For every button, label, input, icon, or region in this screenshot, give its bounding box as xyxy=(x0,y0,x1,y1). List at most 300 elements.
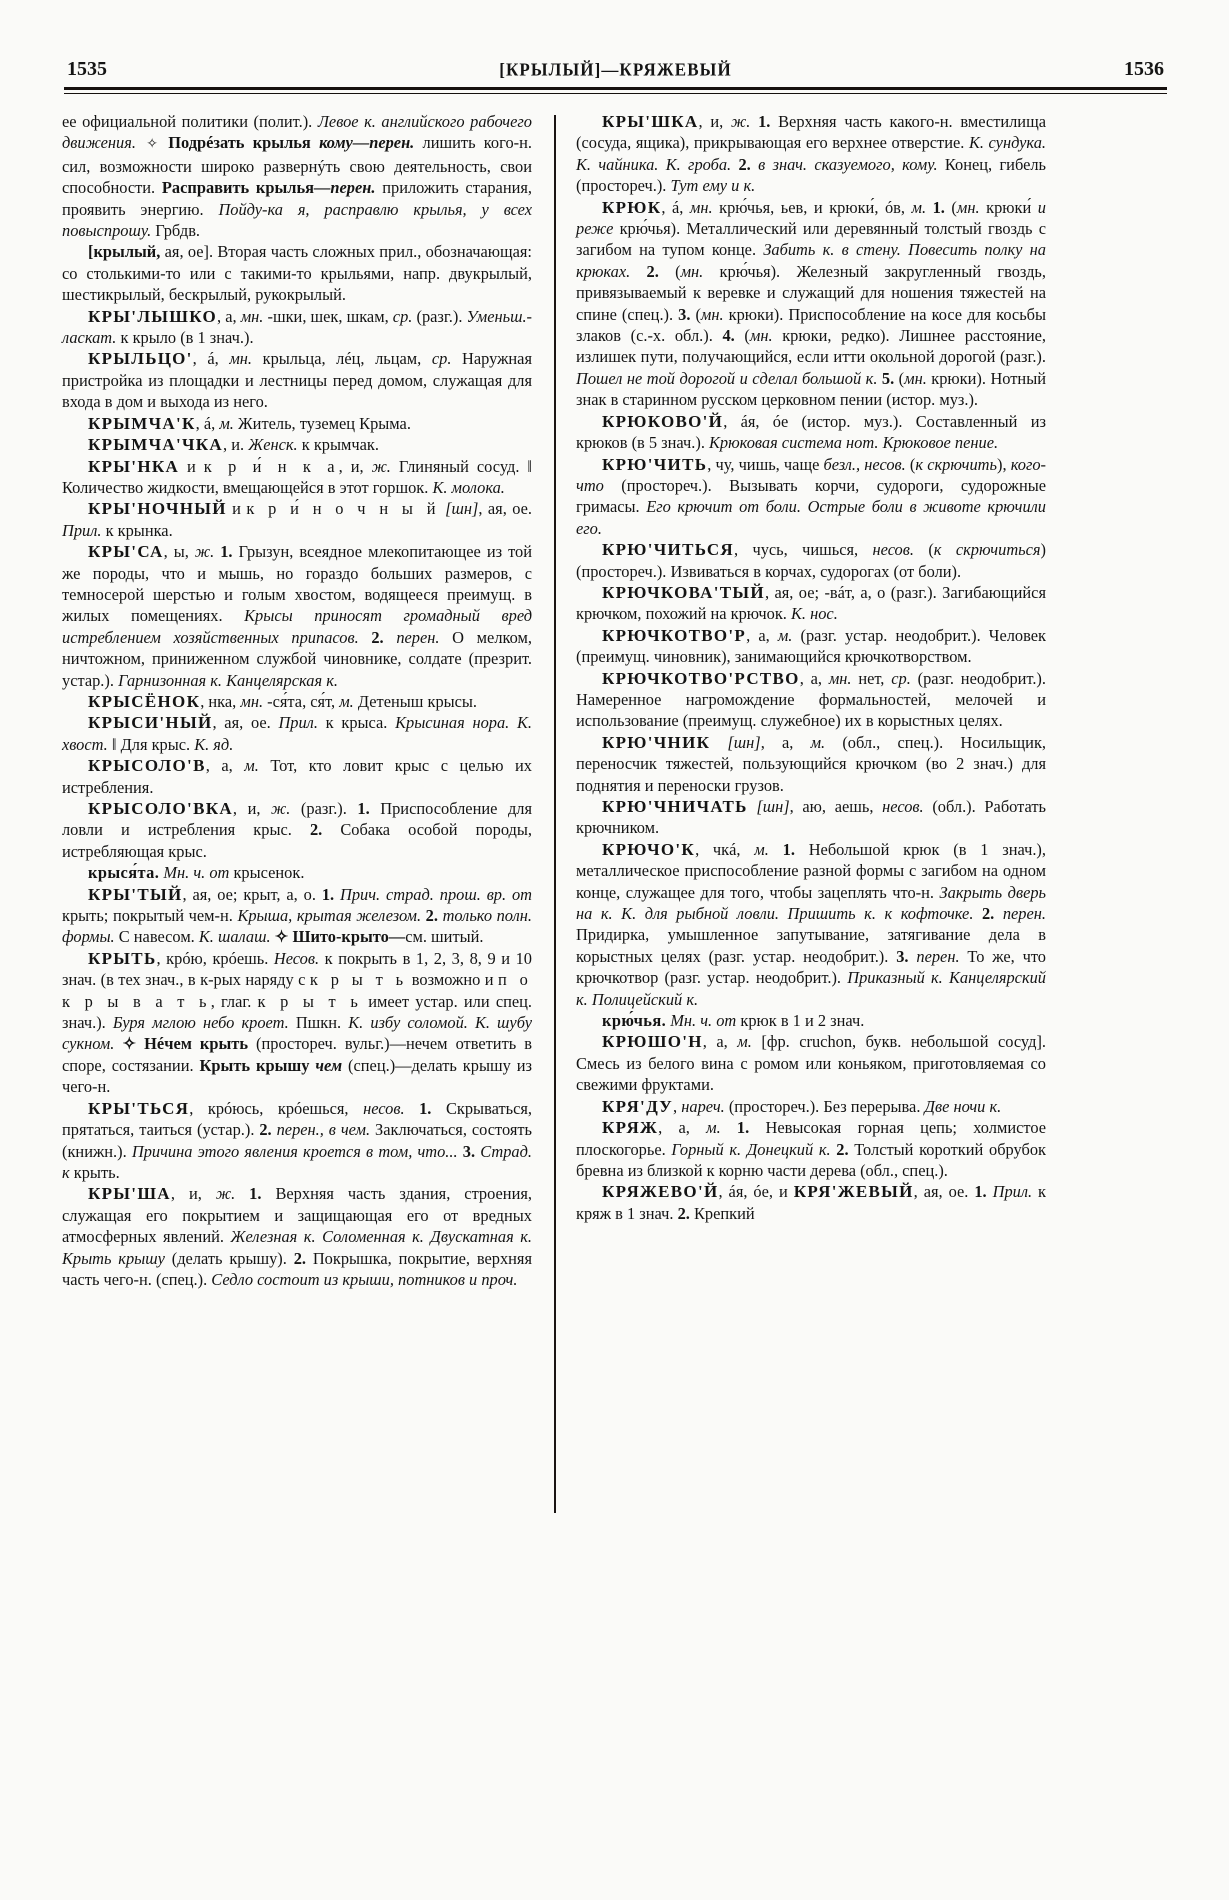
sense-number: 2. xyxy=(309,820,341,840)
dictionary-entry xyxy=(62,1183,532,1290)
grammar: , а, xyxy=(658,1118,707,1138)
citation: Пшкн. xyxy=(288,1013,349,1033)
example: Крысы приносят громадный вред истреблением хозяйственных припасов. xyxy=(62,606,532,647)
example: Седло состоит из крыши, потников и проч. xyxy=(211,1269,518,1289)
definition: Загибающийся крючком, похожий на крючок. xyxy=(576,582,1046,624)
definition: к крыса. xyxy=(317,713,396,733)
gender: ср. xyxy=(392,306,413,326)
dictionary-entry xyxy=(576,539,1046,582)
gender: ср. xyxy=(431,349,452,369)
headword: КРЯ'ДУ xyxy=(602,1096,674,1116)
sense-number: 3. xyxy=(457,1141,481,1161)
grammar: , чкá, xyxy=(695,839,755,859)
definition-italic: Прил. xyxy=(278,713,318,733)
grammar: , áя, óе (истор. муз.). xyxy=(723,411,916,431)
sense-number: 1. xyxy=(720,1118,766,1138)
headword: КРЫ'СА xyxy=(88,542,164,562)
definition: Житель, туземец Крыма. xyxy=(233,413,411,433)
running-head xyxy=(62,58,1169,83)
sense-label: перен. xyxy=(396,627,440,647)
headword: КРЯЖ xyxy=(602,1118,659,1138)
sense-label: перен., в чем. xyxy=(276,1120,371,1140)
grammar: , ая, ое. xyxy=(212,713,279,733)
example: Причина этого явления кроется в том, что... xyxy=(131,1141,458,1161)
grammar: , нка, xyxy=(200,691,241,711)
grammar: , аю, аешь, xyxy=(789,797,883,816)
grammar: , чу, чишь, чаще xyxy=(707,454,824,474)
grammar: , а, xyxy=(702,1032,738,1052)
cont-italic-4: Пойду-ка я, расправлю крылья, у всех повыспрошу. xyxy=(62,199,532,241)
gender: м. xyxy=(777,625,793,645)
dictionary-entry xyxy=(576,839,1046,1010)
cont-italic-3: —перен. xyxy=(314,178,376,198)
usage-label: (разг.). xyxy=(290,799,358,818)
definition: крысенок. xyxy=(229,863,305,883)
paren-open: ( xyxy=(951,197,957,217)
example: Приказный к. Канцелярский к. Полицейский к. xyxy=(576,968,1046,1009)
grammar: , áя, óе, и xyxy=(718,1182,794,1202)
sense-label: перен. xyxy=(916,946,960,966)
dictionary-entry xyxy=(576,1117,1046,1181)
dictionary-entry xyxy=(576,1031,1046,1095)
definition: к крынка. xyxy=(101,520,173,540)
example: К. шалаш. xyxy=(198,927,271,947)
grammar-2: нет, xyxy=(851,668,892,688)
dictionary-entry xyxy=(62,1098,532,1184)
sense-number: 1. xyxy=(768,839,809,859)
aspect-pair: к скрючиться xyxy=(933,540,1041,560)
cont-text-1: ее официальной политики (полит.). xyxy=(62,112,318,131)
example-2: К. яд. xyxy=(194,734,234,754)
sense-number: 2. xyxy=(731,154,759,174)
dictionary-entry xyxy=(62,413,532,434)
headword: КРЯЖЕВО'Й xyxy=(602,1182,719,1202)
definition: Приспособление на косе для косьбы злаков (с.-х. обл.). xyxy=(576,304,1047,346)
phrase-2-definition: (спец.)—делать крышу из чего-н. xyxy=(62,1055,532,1097)
dictionary-entry xyxy=(62,306,532,349)
definition: (обл.). Работать крючником. xyxy=(576,797,1046,838)
headword: КРЫСОЛО'ВКА xyxy=(88,799,233,818)
dictionary-entry xyxy=(62,498,532,541)
cont-bold-phrase-2: Расправить крылья xyxy=(161,178,315,198)
dictionary-entry xyxy=(62,434,532,455)
grammar-italic: мн. xyxy=(240,306,264,326)
grammar: , а, xyxy=(760,732,811,752)
headword: КРЮ'ЧНИК xyxy=(602,732,711,752)
grammar-italic: мн. xyxy=(828,668,852,688)
definition: Толстый короткий обрубок бревна из близкой к корню части дерева (обл., спец.). xyxy=(576,1139,1046,1180)
definition: Крепкий xyxy=(693,1203,755,1223)
phrase-2: Крыть крышу xyxy=(199,1055,310,1075)
definition: Скрываться, прятаться, таиться (устар.). xyxy=(62,1098,532,1140)
gender: м. xyxy=(754,839,769,859)
dictionary-entry xyxy=(576,111,1046,197)
headword: КРЮШО'Н xyxy=(602,1032,703,1052)
headword: КРЫСЁНОК xyxy=(88,691,201,711)
example-gloss: (делать крышу). xyxy=(164,1248,294,1268)
gender: ж. xyxy=(371,456,391,476)
headword: КРЫ'ТЬСЯ xyxy=(88,1098,190,1118)
cont-italic-2: кому—перен. xyxy=(319,133,415,153)
definition: (разг. устар. неодобрит.). Человек (преимущ. чиновник), занимающийся крючкотворством. xyxy=(576,625,1046,667)
headword: КРЫ'ЛЫШКО xyxy=(88,306,217,326)
dictionary-entry xyxy=(576,668,1046,732)
sense-number: 2. xyxy=(421,906,443,926)
sense-number: 2. xyxy=(259,1120,277,1140)
headword: КРЫ'ТЫЙ xyxy=(88,884,183,904)
phrase: ✧ Шито-крыто— xyxy=(270,927,406,947)
sense-number: 5. xyxy=(877,368,899,388)
headword: КРЮКОВО'Й xyxy=(602,411,724,431)
grammar: , á, xyxy=(192,349,230,369)
dictionary-entry xyxy=(62,755,532,798)
dictionary-entry xyxy=(62,456,532,499)
dictionary-entry xyxy=(576,411,1046,454)
phrase-2-italic: чем xyxy=(309,1055,343,1075)
sense-label: Прил. xyxy=(992,1182,1033,1202)
paren-open: ( xyxy=(913,540,934,560)
headword-variant: КРЯ'ЖЕВЫЙ xyxy=(793,1182,914,1202)
continuation-paragraph xyxy=(62,111,532,241)
plural-form: крюки). xyxy=(723,304,789,324)
definition: Верхняя часть здания, строения, служащая его покрытием и защищающая его от вредных атмосферных явлений. xyxy=(62,1184,532,1247)
example: Железная к. Соломенная к. Двускатная к. Крыть крышу xyxy=(62,1227,532,1268)
headword: КРЫ'ШКА xyxy=(602,112,699,131)
cont-italic-1: Левое к. английского рабочего движения. xyxy=(62,112,532,153)
headword: КРЫСИ'НЫЙ xyxy=(88,713,213,733)
pronunciation: [шн] xyxy=(747,797,790,816)
headword: КРЫСОЛО'В xyxy=(88,756,206,776)
grammar: , и, xyxy=(698,112,731,131)
definition: (простореч.). Без перерыва. xyxy=(724,1096,925,1116)
cont-text-4: Грбдв. xyxy=(151,221,201,241)
gender: несов. xyxy=(872,540,914,560)
paren-open: ( xyxy=(675,261,681,281)
dictionary-entry xyxy=(576,582,1046,625)
sense-label: Прич. страд. прош. вр. от xyxy=(339,884,532,904)
gender: несов. xyxy=(363,1098,405,1118)
gender: м. xyxy=(810,732,826,752)
definition: Небольшой крюк (в 1 знач.), металлическое приспособление разной формы с загибом на одном конце, служащее для того, чтобы зацеплять что-н. xyxy=(576,839,1046,902)
definition: Конец, гибель (простореч.). xyxy=(576,154,1046,196)
dictionary-entry xyxy=(62,691,532,712)
dictionary-entry xyxy=(62,348,532,412)
left-column xyxy=(62,111,550,1541)
headword: крыся́та. xyxy=(88,863,160,883)
sense-number: 4. xyxy=(722,326,745,346)
folio-right: 1536 xyxy=(1124,58,1164,80)
definition: Грызун, всеядное млекопитающее из той же породы, что и мышь, но гораздо больших размеров, с темносерой шерстью и голым хвостом, водящееся преимущ. в жилых помещениях. xyxy=(62,542,532,626)
headword: КРЮ'ЧНИЧАТЬ xyxy=(602,797,748,816)
definition: Лишнее расстояние, излишек пути, получающийся, если итти окольной дорогой (разг.). xyxy=(576,326,1046,367)
example: К. сундука. К. чайника. К. гроба. xyxy=(576,133,1046,174)
etymology: [фр. cruchon, букв. небольшой сосуд]. xyxy=(751,1032,1046,1052)
dictionary-entry xyxy=(576,197,1046,411)
gender: ж. xyxy=(730,112,751,131)
spaced-word: к р ы т ь xyxy=(257,991,362,1011)
definition: к крымчак. xyxy=(297,435,379,455)
dictionary-entry xyxy=(576,454,1046,540)
grammar: , ая, ое; -вáт, а, о (разг.). xyxy=(764,582,943,602)
variant-conjunction: и xyxy=(226,499,247,519)
phrase-definition: (простореч. вульг.)—нечем ответить в споре, состязании. xyxy=(62,1034,532,1075)
headword: КРЮ'ЧИТЬСЯ xyxy=(602,540,734,560)
grammar: , ая, ое; крыт, а, о. xyxy=(182,884,322,904)
sense-number: 1. xyxy=(357,799,381,818)
example: Две ночи к. xyxy=(924,1096,1002,1116)
definition: Наружная пристройка из площадки и лестницы перед домом, служащая для входа в дом и выхода из него. xyxy=(62,349,532,412)
dictionary-entry xyxy=(62,241,532,305)
headword: [крылый, xyxy=(88,242,161,262)
paren-open: ( xyxy=(898,368,905,388)
spaced-word: п о к р ы в а т ь xyxy=(62,970,533,1011)
plural-form: крюки). xyxy=(926,368,991,388)
dictionary-entry xyxy=(62,541,532,691)
column-divider xyxy=(554,115,556,1513)
headword-variant: к р и́ н о ч н ы й xyxy=(246,499,440,519)
grammar-label: мн. xyxy=(749,326,773,346)
definition: Покрышка, покрытие, верхняя часть чего-н. (спец.). xyxy=(62,1248,533,1289)
usage-label: (разг.). xyxy=(412,306,467,326)
example: Его крючит от боли. Острые боли в животе крючили его. xyxy=(576,497,1046,538)
grammar: , и, xyxy=(170,1184,216,1204)
gender: м. xyxy=(737,1032,752,1052)
grammar: , а, xyxy=(746,625,778,645)
example: Пошел не той дорогой и сделал большой к. xyxy=(576,368,878,388)
phrase: ✧ Нéчем крыть xyxy=(114,1034,248,1054)
headword: КРЮК xyxy=(602,197,662,217)
sense-number: 1. xyxy=(404,1098,446,1118)
gender: м. xyxy=(706,1118,721,1138)
government-label: кого-что xyxy=(576,454,1046,495)
definition: С навесом. xyxy=(114,927,199,947)
headword: КРЫ'НОЧНЫЙ xyxy=(88,499,227,519)
grammar-label: мн. xyxy=(680,261,704,281)
definition: (обл., спец.). Носильщик, переносчик тяжестей, пользующийся крючком (во 2 знач.) для поднятия и переноски грузов. xyxy=(576,732,1047,795)
sense-number: 1. xyxy=(235,1184,276,1204)
sense-number: 1. xyxy=(321,884,340,904)
paren-close: ), xyxy=(996,454,1011,474)
dictionary-entry xyxy=(576,796,1046,839)
dictionary-entry xyxy=(62,862,532,883)
definition-2: возможно и xyxy=(407,970,498,990)
plural-form: крюки́ xyxy=(979,197,1038,217)
gender: м. xyxy=(911,197,927,217)
headword: КРЫ'ША xyxy=(88,1184,171,1204)
cont-text-3: приложить старания, проявить энергию. xyxy=(62,178,532,219)
grammar: , á, xyxy=(661,197,690,217)
grammar: , а, xyxy=(216,306,241,326)
grammar: , а, xyxy=(799,668,829,688)
column-container xyxy=(62,111,1169,1541)
definition: (простореч.). Вызывать корчи, судороги, судорожные гримасы. xyxy=(576,475,1046,517)
definition: Железный закругленный гвоздь, привязываемый к веревке и служащий для ношения тяжестей на спине (спец.). xyxy=(576,261,1046,324)
definition: к покрыть в 1, 2, 3, 8, 9 и 10 знач. (в тех знач., в к-рых наряду с xyxy=(62,948,532,990)
cont-text-2: лишить кого-н. сил, возможности широко развернýть свою деятельность, свои способности. xyxy=(62,133,532,198)
definition: О мелком, ничтожном, приниженном службой чиновнике, солдате (презрит. устар.). xyxy=(62,627,532,690)
definition: Приспособление для ловли и истребления крыс. xyxy=(62,799,533,840)
definition: крыть. xyxy=(69,1162,120,1182)
dictionary-entry xyxy=(62,712,532,755)
definition-italic: Мн. ч. от xyxy=(666,1011,737,1031)
definition-3: , глаг. xyxy=(210,991,258,1011)
headword: КРЮ'ЧИТЬ xyxy=(602,454,708,474)
pronunciation: [шн] xyxy=(710,732,761,752)
grammar: , крóюсь, крóешься, xyxy=(189,1098,364,1118)
headword: КРЫТЬ xyxy=(88,948,157,968)
headword: КРЫМЧА'ЧКА xyxy=(88,435,224,455)
paren-open: ( xyxy=(744,326,750,346)
sense-label: Страд. к xyxy=(62,1141,532,1182)
grammar-2: крыльца, лéц, льцам, xyxy=(252,349,432,369)
definition: Тот, кто ловит крыс с целью их истребления. xyxy=(62,756,532,797)
variant-conjunction: и xyxy=(179,456,204,476)
gender: ж. xyxy=(215,1184,236,1204)
definition: То же, что крючкотвор (разг. устар. неодобрит.). xyxy=(576,946,1047,988)
sense-number: 2. xyxy=(677,1203,694,1223)
pronunciation: [шн] xyxy=(439,499,479,519)
definition: к крыло (в 1 знач.). xyxy=(116,328,254,348)
dictionary-entry xyxy=(62,798,532,862)
gender: м. xyxy=(219,413,234,433)
frequency-label: и реже xyxy=(576,197,1046,239)
grammar-label: мн. xyxy=(956,197,980,217)
dictionary-entry xyxy=(576,1096,1046,1117)
example: Забить к. в стену. Повесить полку на крюках. xyxy=(576,240,1046,281)
guide-words: [КРЫЛЫЙ]—КРЯЖЕВЫЙ xyxy=(499,59,732,80)
definition: Извиваться в корчах, судорогах (от боли). xyxy=(670,561,962,581)
dictionary-entry xyxy=(576,625,1046,668)
example: Буря мглою небо кроет. xyxy=(112,1013,289,1033)
definition: Собака особой породы, истребляющая крыс. xyxy=(62,820,532,861)
grammar: , и. xyxy=(223,435,249,455)
grammar: , и, xyxy=(338,456,372,476)
headword-variant: к р и́ н к а xyxy=(203,456,339,476)
grammar-2: крю́чья, ьев, и крюки́, óв, xyxy=(712,197,912,217)
gender: нареч. xyxy=(681,1096,725,1116)
definition-italic: Прил. xyxy=(62,520,102,540)
definition: крыть; покрытый чем-н. xyxy=(62,906,238,926)
grammar-label: мн. xyxy=(700,304,724,324)
definition: Смесь из белого вина с ромом или коньяком, приготовляемая со свежими фруктами. xyxy=(576,1053,1046,1095)
definition: (разг. неодобрит.). Намеренное нагромождение формальностей, мелочей и использование (преимущ. служебное) их в корыстных целях. xyxy=(576,668,1046,731)
gender: ж. xyxy=(194,542,215,562)
plural-form: крюки, редко). xyxy=(772,326,900,346)
example: Крюковая система нот. Крюковое пение. xyxy=(709,433,999,453)
grammar-2: -шки, шек, шкам, xyxy=(263,306,393,326)
headword: КРЫ'НКА xyxy=(88,456,180,476)
definition: Глиняный сосуд. ‖ Количество жидкости, вмещающейся в этот горшок. xyxy=(62,456,532,497)
definition-italic: Женск. xyxy=(248,435,298,455)
grammar: , и, xyxy=(232,799,271,818)
cross-reference: см. шитый. xyxy=(405,927,484,947)
definition: Составленный из крюков (в 5 знач.). xyxy=(576,411,1046,453)
headword: КРЫЛЬЦО' xyxy=(88,349,193,369)
definition: Нотный знак в старинном русском церковном пении (истор. муз.). xyxy=(576,368,1046,410)
grammar: , чусь, чишься, xyxy=(733,540,873,560)
headword: КРЮЧКОТВО'РСТВО xyxy=(602,668,800,688)
grammar: , á, xyxy=(195,413,220,433)
sense-number: 2. xyxy=(358,627,397,647)
sense-number: 2. xyxy=(293,1248,313,1268)
definition: Металлический или деревянный толстый гвоздь с загибом на тупом конце. xyxy=(576,219,1047,260)
grammar: , крóю, крóешь. xyxy=(156,948,274,968)
grammar: , ы, xyxy=(163,542,195,562)
grammar-italic: мн. xyxy=(229,349,253,369)
sense-label: в знач. сказуемого, кому. xyxy=(758,154,938,174)
sense-number: 1. xyxy=(974,1182,993,1202)
definition: крюк в 1 и 2 знач. xyxy=(736,1011,865,1031)
aspect-pair: к скрючить xyxy=(915,454,997,474)
grammar: ая, ое]. xyxy=(160,242,218,262)
example: К. нос. xyxy=(791,604,838,624)
grammar-2: , ая, ое. xyxy=(913,1182,975,1202)
definition: Невысокая горная цепь; холмистое плоскогорье. xyxy=(576,1118,1046,1159)
plural-form-2: крю́чья). xyxy=(613,219,687,239)
definition-italic: Мн. ч. от xyxy=(159,863,230,883)
dictionary-entry xyxy=(576,1181,1046,1224)
example: Крыша, крытая железом. xyxy=(237,906,422,926)
sense-number: 2. xyxy=(630,261,676,281)
grammar: , xyxy=(673,1096,682,1116)
right-column xyxy=(550,111,1046,1541)
gender: несов. xyxy=(882,797,924,816)
definition: Придирка, умышленное запутывание, затягивание дела в корыстных целях (разг. устар. неодобрит.). xyxy=(576,925,1046,966)
headword: крю́чья. xyxy=(602,1011,667,1031)
example: Горный к. Донецкий к. xyxy=(671,1139,831,1159)
paren-close: ) (простореч.). xyxy=(576,540,1046,581)
cont-bold-phrase: Подрéзать крылья xyxy=(168,133,311,153)
gender: ср. xyxy=(891,668,911,688)
headword: КРЮЧКОВА'ТЫЙ xyxy=(602,582,765,602)
definition-4: имеет устар. или спец. знач.). xyxy=(62,991,533,1033)
example-2: К. избу соломой. К. шубу сукном. xyxy=(62,1013,533,1054)
gender: м. xyxy=(339,691,354,711)
spaced-word: к р ы т ь xyxy=(309,970,408,990)
definition-italic: Несов. xyxy=(273,948,320,968)
dictionary-entry xyxy=(62,948,532,1098)
definition: Вторая часть сложных прил., обозначающая: со столькими-то или с такими-то крыльями, напр. двукрылый, шестикрылый, бескрылый, рукокрылый. xyxy=(62,242,532,305)
lozenge-icon: ✧ xyxy=(146,137,158,153)
sense-number: 3. xyxy=(678,304,696,324)
example: Тут ему и к. xyxy=(670,176,756,196)
paren-open: ( xyxy=(905,454,916,474)
dictionary-entry xyxy=(62,884,532,948)
header-rule xyxy=(64,87,1167,94)
definition: к кряж в 1 знач. xyxy=(576,1182,1047,1223)
folio-left: 1535 xyxy=(67,58,107,80)
sense-number: 2. xyxy=(973,904,1003,924)
grammar-2: -ся́та, ся́т, xyxy=(263,691,340,711)
definition-italic: Уменьш.-ласкат. xyxy=(62,306,532,348)
gender: ж. xyxy=(271,799,291,818)
example: Крысиная нора. К. хвост. xyxy=(62,713,532,754)
sense-number: 1. xyxy=(214,542,239,562)
example: К. молока. xyxy=(432,477,505,497)
sense-label: перен. xyxy=(1002,904,1046,924)
grammar-italic: мн. xyxy=(689,197,713,217)
example: Гарнизонная к. Канцелярская к. xyxy=(118,670,338,690)
sense-number: 1. xyxy=(926,197,952,217)
headword: КРЮЧО'К xyxy=(602,839,696,859)
headword: КРЫМЧА'К xyxy=(88,413,196,433)
grammar: , ая, ое. xyxy=(478,499,532,519)
headword: КРЮЧКОТВО'Р xyxy=(602,625,747,645)
plural-form: крю́чья). xyxy=(703,261,797,281)
dictionary-entry xyxy=(576,732,1046,796)
definition: Верхняя часть какого-н. вместилища (сосуда, ящика), прикрывающая его верхнее отверстие. xyxy=(576,112,1046,153)
gender: м. xyxy=(244,756,259,776)
